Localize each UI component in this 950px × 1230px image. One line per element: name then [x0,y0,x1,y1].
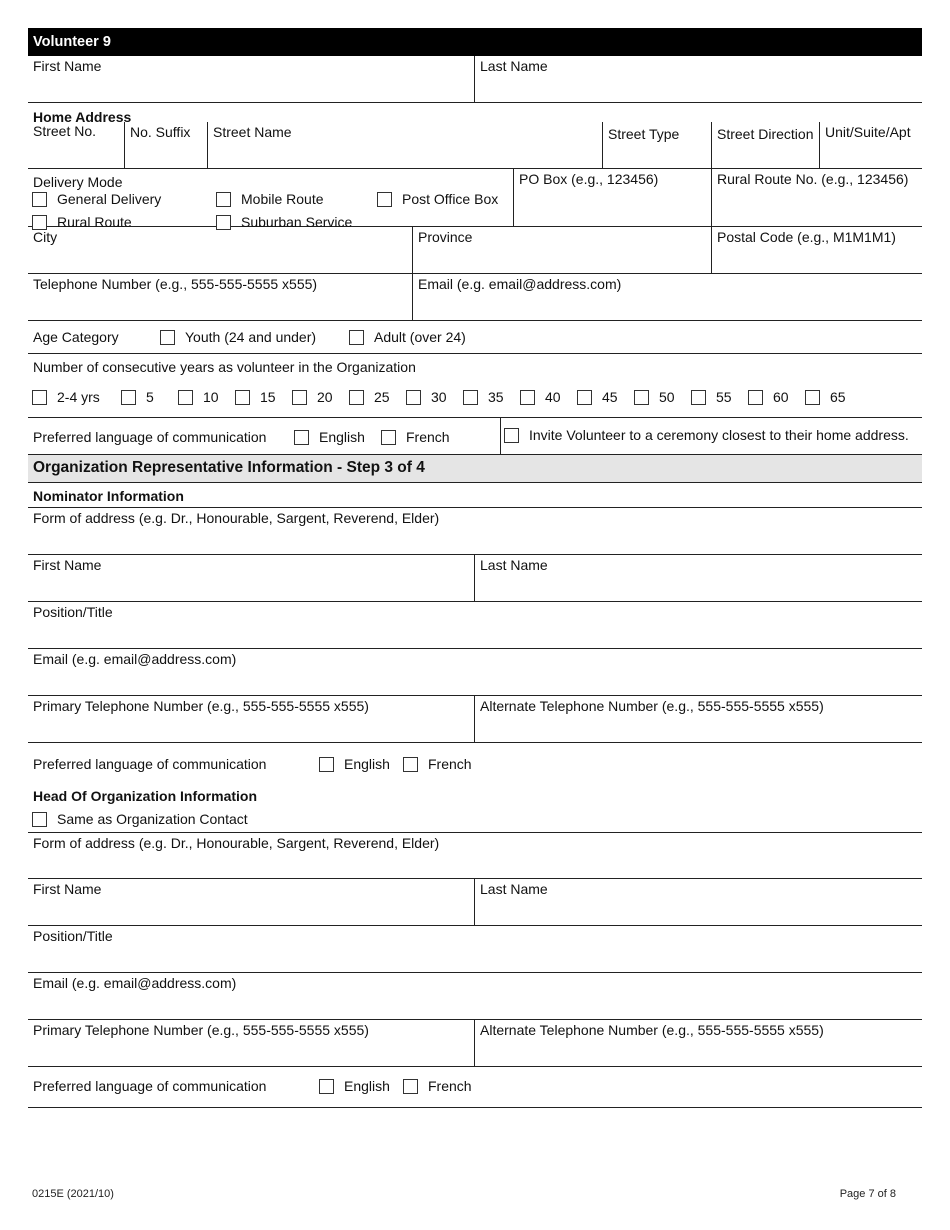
nominator-lang-and-head-block [28,743,922,832]
checkbox[interactable] [520,390,535,405]
label: English [344,1078,390,1094]
label: 35 [488,389,504,405]
checkbox[interactable] [403,757,418,772]
years-label: Number of consecutive years as volunteer in the Organization [33,359,416,375]
nominator-primary-phone-field[interactable] [28,696,475,742]
label: Invite Volunteer to a ceremony closest to their home address. [529,427,909,443]
checkbox[interactable] [504,428,519,443]
checkbox[interactable] [691,390,706,405]
label: Unit/Suite/Apt [825,124,911,140]
years-option-2-4[interactable] [32,389,100,405]
page-number: Page 7 of 8 [839,1188,896,1200]
volunteer-form [28,28,922,1108]
head-form-of-address-field[interactable] [28,832,922,879]
head-alternate-phone-field[interactable] [474,1020,922,1066]
label: Suburban Service [241,214,353,230]
city-row [28,227,922,274]
label: Last Name [480,557,548,573]
delivery-mode-label: Delivery Mode [33,174,123,190]
head-primary-phone-field[interactable] [28,1020,475,1066]
volunteer-name-row [28,56,922,103]
age-youth-option[interactable] [160,329,316,345]
label: First Name [33,58,102,74]
invite-cell [500,418,922,454]
label: General Delivery [57,191,162,207]
label: Adult (over 24) [374,329,466,345]
same-as-contact-option[interactable] [32,811,248,827]
label: Youth (24 and under) [185,329,317,345]
checkbox[interactable] [403,1079,418,1094]
label: Mobile Route [241,191,324,207]
label: Alternate Telephone Number (e.g., 555-555-5555 x555) [480,1022,824,1038]
label: 20 [317,389,333,405]
checkbox[interactable] [216,192,231,207]
years-option-10[interactable] [178,389,219,405]
postal-code-field[interactable] [711,227,922,273]
no-suffix-field[interactable] [124,122,208,168]
checkbox[interactable] [32,812,47,827]
label-wrap [28,602,922,648]
checkbox[interactable] [634,390,649,405]
telephone-field[interactable] [28,274,413,320]
telephone-row [28,274,922,321]
years-option-25[interactable] [349,389,390,405]
checkbox[interactable] [748,390,763,405]
years-row [28,354,922,418]
label: PO Box (e.g., 123456) [519,171,659,187]
label: Form of address (e.g. Dr., Honourable, Sargent, Reverend, Elder) [33,835,440,851]
years-option-15[interactable] [235,389,276,405]
city-field[interactable] [28,227,413,273]
head-name-row [28,879,922,926]
nominator-lang-english-option[interactable] [319,756,390,772]
province-field[interactable] [412,227,712,273]
nominator-name-row [28,555,922,602]
label: 65 [830,389,846,405]
label: Last Name [480,58,548,74]
label: Form of address (e.g. Dr., Honourable, Sargent, Reverend, Elder) [33,510,440,526]
checkbox[interactable] [349,390,364,405]
label: First Name [33,881,102,897]
label: Primary Telephone Number (e.g., 555-555-5555 x555) [33,1022,369,1038]
checkbox[interactable] [577,390,592,405]
label: Primary Telephone Number (e.g., 555-555-5555 x555) [33,698,369,714]
nominator-heading: Nominator Information [33,488,184,504]
checkbox[interactable] [381,430,396,445]
checkbox[interactable] [292,390,307,405]
head-language-row [28,1067,922,1108]
label-wrap [28,926,922,972]
volunteer-title: Volunteer 9 [28,28,922,56]
email-field[interactable] [412,274,922,320]
head-last-name-field[interactable] [474,879,922,925]
label: 60 [773,389,789,405]
checkbox[interactable] [349,330,364,345]
label: 10 [203,389,219,405]
age-adult-option[interactable] [349,329,466,345]
checkbox[interactable] [377,192,392,207]
label: Email (e.g. email@address.com) [33,975,237,991]
checkbox[interactable] [319,1079,334,1094]
label: Alternate Telephone Number (e.g., 555-555-5555 x555) [480,698,824,714]
nominator-email-field[interactable] [28,649,922,696]
street-direction-field[interactable] [711,122,820,168]
head-position-field[interactable] [28,926,922,973]
label: French [428,756,472,772]
checkbox[interactable] [235,390,250,405]
years-option-5[interactable] [121,389,154,405]
label: Email (e.g. email@address.com) [33,651,237,667]
lang-english-option[interactable] [294,429,365,445]
label: 25 [374,389,390,405]
label: 50 [659,389,675,405]
home-address-row [28,103,922,169]
label-wrap [28,973,922,1019]
label: French [428,1078,472,1094]
checkbox[interactable] [406,390,421,405]
nominator-alternate-phone-field[interactable] [474,696,922,742]
years-option-40[interactable] [520,389,561,405]
street-name-field[interactable] [207,122,603,168]
label: Same as Organization Contact [57,811,248,827]
label: Street Name [213,124,292,140]
age-category-label: Age Category [33,329,119,345]
label: First Name [33,557,102,573]
label: Rural Route [57,214,132,230]
nominator-first-name-field[interactable] [28,555,475,601]
years-option-55[interactable] [691,389,732,405]
label: Rural Route No. (e.g., 123456) [717,171,909,187]
nominator-form-of-address-field[interactable] [28,508,922,555]
delivery-general-option[interactable] [32,191,161,207]
label: Post Office Box [402,191,499,207]
volunteer-language-row [28,418,922,455]
form-code: 0215E (2021/10) [32,1188,114,1200]
label-wrap [28,833,922,878]
delivery-mobile-option[interactable] [216,191,324,207]
label: 5 [146,389,154,405]
head-lang-english-option[interactable] [319,1078,390,1094]
head-heading: Head Of Organization Information [33,788,258,804]
label: 45 [602,389,618,405]
checkbox[interactable] [32,192,47,207]
checkbox[interactable] [805,390,820,405]
volunteer-last-name-field[interactable] [474,56,922,102]
head-phone-row [28,1020,922,1067]
age-category-row [28,321,922,354]
label: 55 [716,389,732,405]
nominator-last-name-field[interactable] [474,555,922,601]
years-option-50[interactable] [634,389,675,405]
home-address-heading: Home Address [33,109,132,125]
years-option-30[interactable] [406,389,447,405]
label: Telephone Number (e.g., 555-555-5555 x555) [33,276,318,292]
street-no-field[interactable] [28,121,124,168]
checkbox[interactable] [463,390,478,405]
label: City [33,229,58,245]
label: No. Suffix [130,124,191,140]
unit-field[interactable] [819,122,922,168]
checkbox[interactable] [294,430,309,445]
label: French [406,429,450,445]
label-wrap [28,649,922,695]
rural-route-no-field[interactable] [711,169,922,226]
volunteer-first-name-field[interactable] [28,56,475,102]
nominator-lang-french-option[interactable] [403,756,472,772]
po-box-field[interactable] [513,169,712,226]
org-section-header: Organization Representative Information - Step 3 of 4 [28,455,922,483]
head-pref-lang-label: Preferred language of communication [33,1078,267,1094]
label: Postal Code (e.g., M1M1M1) [717,229,896,245]
years-option-35[interactable] [463,389,504,405]
label: 40 [545,389,561,405]
label: Street No. [33,123,97,139]
years-option-65[interactable] [805,389,846,405]
label: English [319,429,365,445]
label: English [344,756,390,772]
nominator-pref-lang-label: Preferred language of communication [33,756,267,772]
head-first-name-field[interactable] [28,879,475,925]
checkbox[interactable] [160,330,175,345]
head-email-field[interactable] [28,973,922,1020]
label: Position/Title [33,928,113,944]
delivery-pobox-option[interactable] [377,191,498,207]
label: Position/Title [33,604,113,620]
checkbox[interactable] [178,390,193,405]
invite-option[interactable] [504,427,909,443]
checkbox[interactable] [121,390,136,405]
label: Street Type [608,126,680,142]
pref-lang-label: Preferred language of communication [33,429,267,445]
nominator-phone-row [28,696,922,743]
checkbox[interactable] [319,757,334,772]
label: Last Name [480,881,548,897]
label: 2-4 yrs [57,389,100,405]
nominator-heading-row [28,483,922,508]
label-wrap [28,508,922,554]
years-option-45[interactable] [577,389,618,405]
delivery-mode-row [28,169,922,230]
label: 30 [431,389,447,405]
label: 15 [260,389,276,405]
label: Email (e.g. email@address.com) [418,276,622,292]
label: Street Direction [717,126,814,142]
years-option-20[interactable] [292,389,333,405]
street-type-field[interactable] [602,122,712,168]
checkbox[interactable] [32,390,47,405]
label: Province [418,229,473,245]
head-lang-french-option[interactable] [403,1078,472,1094]
nominator-position-field[interactable] [28,602,922,649]
years-option-60[interactable] [748,389,789,405]
lang-french-option[interactable] [381,429,450,445]
